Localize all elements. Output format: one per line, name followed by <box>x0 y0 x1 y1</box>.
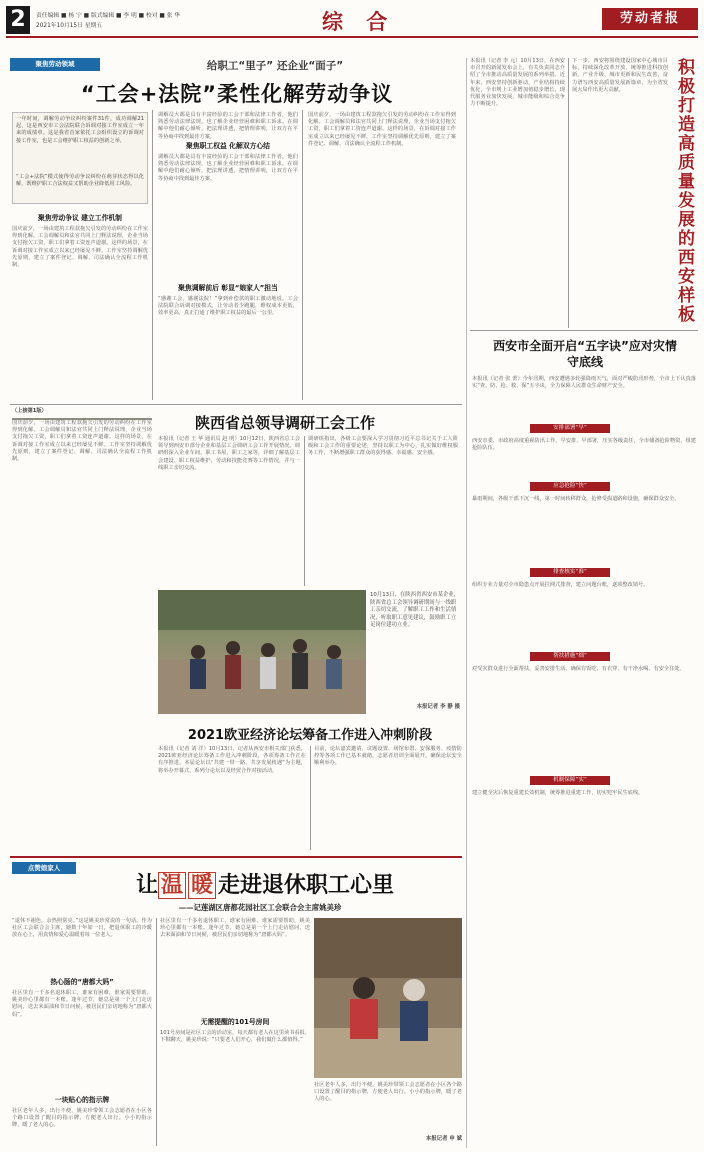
lead-body1: 国庆前夕，一场由建筑工程款拖欠引发的劳动纠纷在工作室得到化解。工会调解员和法官共同上门释法说理，企业当场支付拖欠工资，职工们拿着工资连声道谢。这样的场景，在诉调对接工作室成立以来已经屡见不鲜。工作室坚持调解优先原则，建立了案件登记、调解、司法确认全流程工作机制。 <box>12 226 148 269</box>
eu-body-2: 目前，论坛嘉宾邀请、议题设置、场馆布置、安保服务、疫情防控等各项工作已基本就绪，志愿者培训全面展开，确保论坛安全顺利举办。 <box>314 746 462 767</box>
masthead-rule <box>6 36 698 38</box>
red-column-title-text: 积极打造高质量发展的西安样板 <box>674 58 694 324</box>
warmth-lead: “退休不褪色，余热照常亮。”这是姚美珍常说的一句话。作为社区工会联合会主席，她数十年如一日，把退休职工的冷暖放在心上，用真情和爱心温暖着每一位老人。 <box>12 918 152 939</box>
lead-summary: 一年时间，调解劳动争议纠纷案件31件，成功调解21起，这是西安市工会法院联合诉调对接工作室成立一年来的成绩单。这是我省首家依托工会组织设立的诉调对接工作室，也是工会维护职工权益的创新之举。 <box>16 116 144 144</box>
lead-body3: “感谢工会，感谢法院！”拿到补偿款的职工激动地说。工会法院联合诉调对接模式，让劳动者少跑腿，维权成本更低，效率更高，真正打通了维护职工权益的最后一公里。 <box>158 296 298 317</box>
warmth-headline <box>80 868 450 899</box>
left-photo-text: （上接第1版） <box>12 408 152 418</box>
masthead <box>6 6 698 40</box>
flood-chip-2: 应急抢险“快” <box>530 482 610 491</box>
lead-summary-2: “工会+法院”模式使得劳动争议纠纷在萌芽状态得以化解，既维护职工合法权益又帮助企业降低用工风险。 <box>16 174 144 188</box>
paper-name: 劳动者报 <box>602 8 698 30</box>
flood-chip2-body: 暴雨期间，各级干部下沉一线，第一时间转移群众，抢修受损道路和设施，确保群众安全。 <box>472 496 680 502</box>
warmth-sub3: 无需提醒的101号房间 <box>200 1018 270 1026</box>
eu-body: 本报讯（记者 刘 洋）10月13日，记者从西安市相关部门获悉，2021欧亚经济论坛筹备工作进入冲刺阶段，各项筹备工作正在有序推进。本届论坛以“共建一带一路，共享发展机遇”为主题，将举办开幕式、系列分论坛以及经贸合作对接活动。 <box>158 746 306 774</box>
mid-headline: 陕西省总领导调研工会工作 <box>194 414 375 432</box>
red-column-title <box>672 58 698 328</box>
lead-story-headline: “工会+法院”柔性化解劳动争议 <box>80 82 394 106</box>
warmth-photo <box>314 918 462 1078</box>
warmth-sub1: 热心肠的“唐都大妈” <box>50 978 114 986</box>
warmth-body1: 社区里有一千多名退休职工，谁家有困难，谁家需要帮助，姚美珍心里都有一本账。逢年过节，她总是第一个上门走访慰问，送去米面油和节日问候，被居民们亲切地称为“唐都大妈”。 <box>12 990 152 1018</box>
warmth-headline-part-1: 让 <box>135 873 158 898</box>
mid-photo-credit: 本报记者 李 静 摄 <box>416 704 460 710</box>
mid-photo <box>158 590 366 714</box>
lead-story-kicker: 给职工“里子” 还企业“面子” <box>206 60 344 72</box>
warmth-photo-image <box>314 918 462 1078</box>
lead-body3-col3: 国庆前夕，一场由建筑工程款拖欠引发的劳动纠纷在工作室得到化解。工会调解员和法官共同上门释法说理，企业当场支付拖欠工资，职工们拿着工资连声道谢。这样的场景，在诉调对接工作室成立以来已经屡见不鲜。工作室坚持调解优先原则，建立了案件登记、调解、司法确认全流程工作机制。 <box>308 112 456 147</box>
warmth-headline-part-3: 暖 <box>188 872 216 899</box>
mid-photo-image <box>158 590 366 714</box>
lead-sub2: 聚焦职工权益 化解双方心结 <box>186 142 270 150</box>
flood-chip-5: 机制保障“实” <box>530 776 610 785</box>
lead-sub1: 聚焦劳动争议 建立工作机制 <box>38 214 122 222</box>
flood-chip4-body: 对受灾群众进行全面帮扶，妥善安排生活，确保有饭吃、有衣穿、有干净水喝、有安全住处。 <box>472 666 685 672</box>
warmth-body2: 社区老年人多，出行不便，姚美珍带领工会志愿者在小区各个路口设置了醒目的指示牌，方便老人出行。小小的指示牌，暖了老人的心。 <box>12 1108 152 1129</box>
lead-body2: 调解员大都是具有丰富经验的工会干部和法律工作者，他们熟悉劳动法律法规，也了解企业经营困难和职工诉求。在调解中他们耐心倾听，把法理讲透，把情理讲明，让双方在平等协商中找到最佳方案。 <box>158 154 298 182</box>
flood-body: 本报讯（记者 张 蕾）今年汛期，西安遭遇多轮强降雨天气，面对严峻防汛形势，全市上下认真落实“查、防、抢、救、保”五字诀，全力保障人民群众生命财产安全。 <box>472 376 696 390</box>
warmth-kicker: 点赞娘家人 <box>12 862 76 874</box>
page-number: 2 <box>6 6 30 34</box>
flood-chip5-body: 建立健全灾后恢复重建长效机制，统筹推进重建工作，切实兜牢民生底线。 <box>472 790 644 796</box>
red-column-body-2: 下一步，西安将围绕建设国家中心城市目标，持续深化改革开放，统筹推进科技创新、产业升级、城市更新和民生改善，奋力谱写西安高质量发展新篇章，为全省发展大局作出更大贡献。 <box>572 58 668 93</box>
lead-sub3: 聚焦调解前后 彰显“娘家人”担当 <box>178 284 278 292</box>
mid-body: 本报讯（记者 王 华 通讯员 赵 明）10月12日，陕西省总工会领导到西安市部分企业和基层工会调研工会工作开展情况。调研组深入企业车间、职工书屋、职工之家等，详细了解基层工会建设、职工权益维护、劳动和技能竞赛等工作情况，并与一线职工亲切交流。 <box>158 436 300 471</box>
mid-photo-caption: 10月13日，在陕西省西安市某企业，陕西省总工会领导调研期间与一线职工亲切交流，了解职工工作和生活情况，听取职工意见建议，鼓励职工立足岗位建功立业。 <box>370 592 460 629</box>
lead-story-kicker-left: 聚焦劳动领域 <box>10 58 100 71</box>
flood-chip3-body: 组织专业力量对全市隐患点开展拉网式排查，建立问题台账，逐项整改销号。 <box>472 582 649 588</box>
warmth-sub2: 一块贴心的指示牌 <box>54 1096 110 1104</box>
flood-headline: 西安市全面开启“五字诀”应对灾情守底线 <box>493 339 677 369</box>
eu-headline: 2021欧亚经济论坛筹备工作进入冲刺阶段 <box>187 728 433 743</box>
flood-chip-4: 帮扶措施“细” <box>530 652 610 661</box>
warmth-headline-part-4: 走进退休职工心里 <box>218 873 395 898</box>
warmth-body1-col2: 社区里有一千多名退休职工，谁家有困难，谁家需要帮助，姚美珍心里都有一本账。逢年过节，她总是第一个上门走访慰问，送去米面油和节日问候，被居民们亲切地称为“唐都大妈”。 <box>160 918 310 939</box>
red-column-body: 本报讯（记者 李 元）10月13日，在西安市召开的新闻发布会上，有关负责同志介绍了全市推动高质量发展的系列举措。近年来，西安坚持创新驱动，产业结构持续优化，全市规上工业增加值稳步增长，现代服务业加快发展，城市能级和综合竞争力不断提升。 <box>470 58 565 108</box>
lead-body1-col2: 调解员大都是具有丰富经验的工会干部和法律工作者，他们熟悉劳动法律法规，也了解企业经营困难和职工诉求。在调解中他们耐心倾听，把法理讲透，把情理讲明，让双方在平等协商中找到最佳方案。 <box>158 112 298 140</box>
flood-chip1-body: 西安市委、市政府高度重视防汛工作，早安排、早部署，压实各级责任，全市储备抢险物资，组建抢险队伍。 <box>472 438 696 452</box>
warmth-photo-credit: 本报记者 申 斌 <box>425 1136 462 1142</box>
masthead-info-line: 责任编辑 ■ 杨 宁 ■ 版式编辑 ■ 李 明 ■ 校对 ■ 张 华 <box>36 13 181 19</box>
left-column-body: 国庆前夕，一场由建筑工程款拖欠引发的劳动纠纷在工作室得到化解。工会调解员和法官共同上门释法说理，企业当场支付拖欠工资，职工们拿着工资连声道谢。这样的场景，在诉调对接工作室成立以来已经屡见不鲜。工作室坚持调解优先原则，建立了案件登记、调解、司法确认全流程工作机制。 <box>12 420 152 852</box>
lead-story-summary-box <box>12 112 148 204</box>
warmth-headline-part-2: 温 <box>158 872 186 899</box>
flood-chip-3: 排查核实“准” <box>530 568 610 577</box>
warmth-body3: 101号房间是社区工会的活动室，每天都有老人在这里读书看报、下棋聊天。姚美珍说：“只要老人们开心，我们做什么都值得。” <box>160 1030 310 1044</box>
masthead-date: 2021年10月15日 星期五 <box>36 23 103 29</box>
mid-body-2: 调研组指出，各级工会要深入学习贯彻习近平总书记关于工人阶级和工会工作的重要论述，坚持以职工为中心，扎实做好维权服务工作，不断增强职工群众的获得感、幸福感、安全感。 <box>308 436 458 457</box>
warmth-body-col3: 社区老年人多，出行不便，姚美珍带领工会志愿者在小区各个路口设置了醒目的指示牌，方便老人出行。小小的指示牌，暖了老人的心。 <box>314 1082 462 1103</box>
flood-chip-1: 安排部署“早” <box>530 424 610 433</box>
warmth-subhead: ——记莲湖区唐都花园社区工会联合会主席姚美珍 <box>178 903 342 912</box>
section-name: 综 合 <box>322 10 396 34</box>
